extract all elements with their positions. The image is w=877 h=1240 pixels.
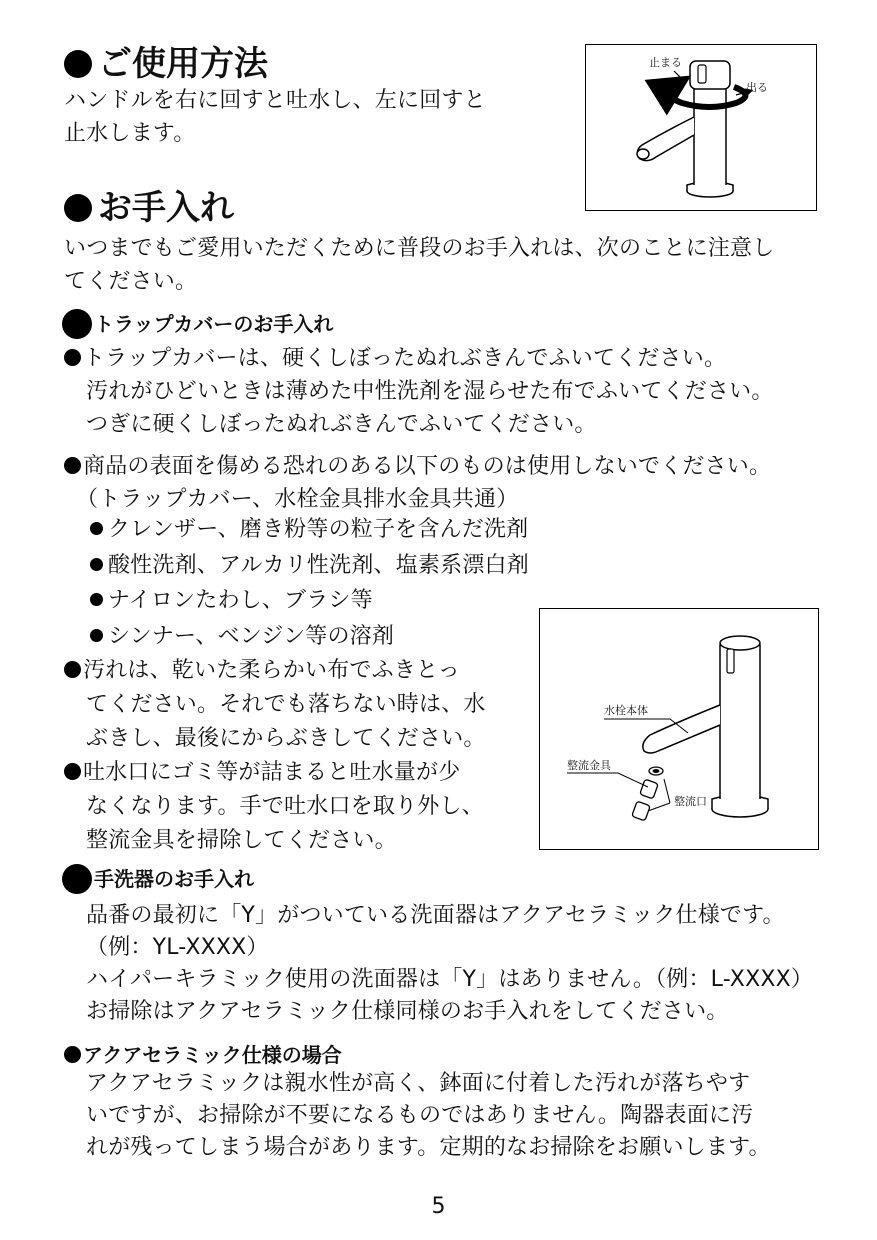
trap-item-1: トラップカバーは、硬くしぼったぬれぶきんでふいてください。 汚れがひどいときは薄めた中性洗剤を湿らせた布でふいてください。 つぎに硬くしぼったぬれぶきんでふいてください。 xyxy=(64,342,774,441)
label-stop: 止まる xyxy=(649,56,682,69)
trap-item-2: 商品の表面を傷める恐れのある以下のものは使用しないでください。 （トラップカバー、水栓金具排水金具共通） xyxy=(64,450,771,516)
label-outlet: 整流口 xyxy=(674,795,707,808)
heading-bullet-icon xyxy=(62,864,92,894)
aqua-text: アクアセラミックは親水性が高く、鉢面に付着した汚れが落ちやす いですが、お掃除が不要になるものではありません。陶器表面に汚 れが残ってしまう場合があります。定期的なお掃除をお願いします。 xyxy=(86,1071,771,1160)
list-item: 酸性洗剤、アルカリ性洗剤、塩素系漂白剤 xyxy=(90,548,529,584)
label-faucet-body: 水栓本体 xyxy=(604,704,648,717)
page-number: 5 xyxy=(431,1194,446,1219)
trap-item-3: 汚れは、乾いた柔らかい布でふきとっ てください。それでも落ちない時は、水 ぶきし、最後にからぶきしてください。 xyxy=(64,654,486,756)
usage-heading: ご使用方法 xyxy=(64,44,268,84)
bullet-icon xyxy=(90,629,103,642)
list-item: シンナー、ベンジン等の溶剤 xyxy=(90,619,529,655)
aqua-heading: アクアセラミック仕様の場合 xyxy=(64,1042,342,1068)
faucet-parts-figure xyxy=(539,608,819,850)
label-strainer: 整流金具 xyxy=(567,759,611,772)
faucet-handle-illustration xyxy=(586,45,815,209)
trap-sub-list xyxy=(90,512,529,654)
heading-bullet-icon xyxy=(62,309,92,339)
list-item: クレンザー、磨き粉等の粒子を含んだ洗剤 xyxy=(90,512,529,548)
list-item: ナイロンたわし、ブラシ等 xyxy=(90,583,529,619)
bullet-icon xyxy=(90,593,103,606)
label-flow: 出る xyxy=(746,81,768,94)
faucet-parts-illustration xyxy=(540,609,817,848)
usage-text: ハンドルを右に回すと吐水し、左に回すと 止水します。 xyxy=(64,88,486,146)
care-heading: お手入れ xyxy=(64,188,234,228)
handle-figure xyxy=(585,44,817,211)
heading-bullet-icon xyxy=(64,50,92,78)
bullet-icon xyxy=(64,457,81,474)
bullet-icon xyxy=(90,558,103,571)
bullet-icon xyxy=(64,763,81,780)
bullet-icon xyxy=(90,522,103,535)
basin-text: 品番の最初に「Y」がついている洗面器はアクアセラミック仕様です。 （例：YL-XXXX） ハイパーキラミック使用の洗面器は「Y」はありません。（例：L-XXXX） お掃除はアクアセラミック仕様同様のお手入れをしてください。 xyxy=(86,903,814,1024)
basin-heading: 手洗器のお手入れ xyxy=(62,864,254,894)
care-intro: いつまでもご愛用いただくために普段のお手入れは、次のことに注意し てください。 xyxy=(64,236,775,294)
bullet-icon xyxy=(64,349,81,366)
heading-bullet-icon xyxy=(64,194,92,222)
trap-heading: トラップカバーのお手入れ xyxy=(62,309,333,339)
heading-bullet-icon xyxy=(64,1046,81,1063)
bullet-icon xyxy=(64,661,81,678)
trap-item-4: 吐水口にゴミ等が詰まると吐水量が少 なくなります。手で吐水口を取り外し、 整流金具を掃除してください。 xyxy=(64,756,484,858)
